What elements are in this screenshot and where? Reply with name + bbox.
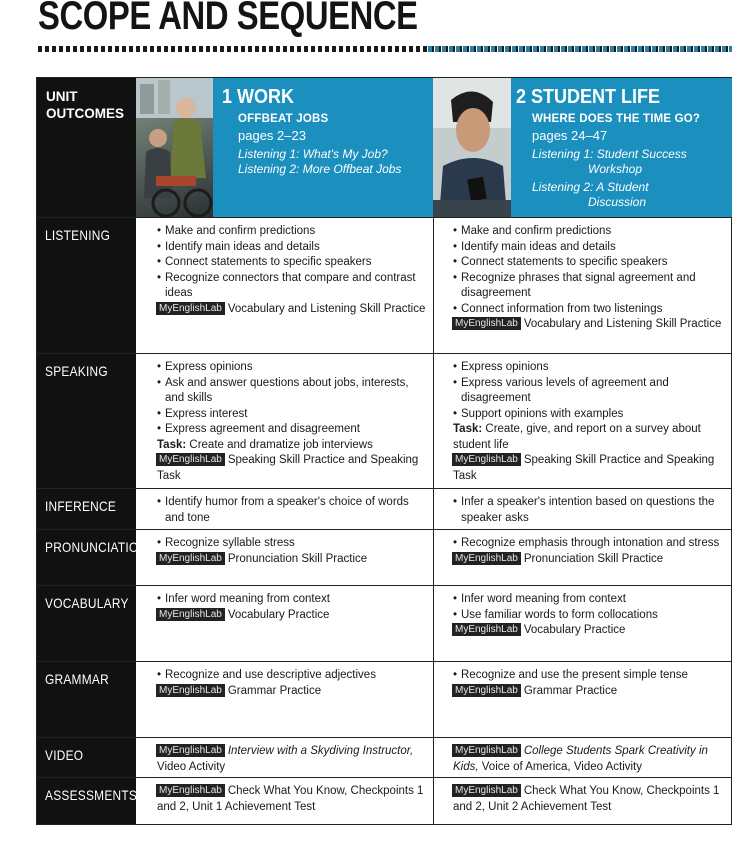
cell-grammar-unit-1 [157, 668, 429, 699]
myenglishlab-badge: MyEnglishLab [156, 302, 225, 315]
list-item: • Infer word meaning from context [453, 592, 729, 608]
unit-1-title: 1 WORK [222, 86, 294, 108]
row-label-vocabulary: VOCABULARY [45, 595, 129, 611]
myenglishlab-badge: MyEnglishLab [156, 744, 225, 757]
page-title: SCOPE AND SEQUENCE [38, 0, 418, 38]
row-label-speaking: SPEAKING [45, 363, 108, 379]
unit-1-listening-2: Listening 2: More Offbeat Jobs [238, 162, 402, 176]
mel-activity: Vocabulary and Listening Skill Practice [523, 318, 722, 330]
row-grammar [37, 661, 731, 737]
header-row [37, 78, 731, 217]
myenglishlab-badge: MyEnglishLab [452, 453, 521, 466]
unit-outcomes-heading: UNIT OUTCOMES [46, 89, 125, 121]
row-label-assessments: ASSESSMENTS [45, 787, 138, 803]
unit-2-header [433, 78, 732, 217]
task-text: Create, give, and report on a survey about student life [453, 423, 701, 451]
row-listening [37, 217, 731, 353]
row-speaking [37, 353, 731, 488]
video-title: Interview with a Skydiving Instructor, [227, 745, 414, 757]
unit-2-listening-1-cont: Workshop [588, 162, 643, 176]
unit-1-listening-1: Listening 1: What's My Job? [238, 147, 388, 161]
list-item: • Recognize phrases that signal agreement and disagreement [453, 271, 729, 302]
list-item: • Express various levels of agreement and disagreement [453, 376, 729, 407]
unit-2-pages: pages 24–47 [532, 128, 608, 143]
mel-activity: Check What You Know, Checkpoints 1 and 2, Unit 1 Achievement Test [157, 785, 424, 813]
unit-1-header [136, 78, 433, 217]
cell-vocabulary-unit-1 [157, 592, 429, 623]
unit-2-photo [433, 78, 511, 217]
list-item: • Express opinions [157, 360, 429, 376]
task-label: Task: [157, 438, 187, 451]
task-label: Task: [453, 423, 483, 435]
list-item: • Express opinions [453, 360, 729, 376]
cell-inference-unit-1 [157, 495, 429, 526]
cell-vocabulary-unit-2 [453, 592, 729, 639]
mel-activity: Video Activity [157, 760, 226, 773]
mel-activity: Voice of America, Video Activity [478, 760, 643, 773]
cell-video-unit-2 [453, 744, 729, 775]
list-item: • Identify main ideas and details [157, 240, 429, 256]
myenglishlab-badge: MyEnglishLab [156, 453, 225, 466]
row-vocabulary [37, 585, 731, 661]
row-video [37, 737, 731, 777]
cell-listening-unit-1 [157, 224, 429, 317]
list-item: • Identify humor from a speaker's choice of words and tone [157, 495, 429, 526]
myenglishlab-badge: MyEnglishLab [452, 623, 521, 636]
mel-activity: Pronunciation Skill Practice [523, 552, 664, 565]
list-item: • Infer word meaning from context [157, 592, 429, 608]
mel-activity: Speaking Skill Practice and Speaking Task [453, 454, 715, 482]
mel-activity: Check What You Know, Checkpoints 1 and 2, Unit 2 Achievement Test [453, 785, 720, 813]
row-assessments [37, 777, 731, 826]
myenglishlab-badge: MyEnglishLab [452, 744, 521, 757]
myenglishlab-badge: MyEnglishLab [452, 317, 521, 330]
mel-activity: Vocabulary Practice [523, 624, 626, 636]
myenglishlab-badge: MyEnglishLab [156, 608, 225, 621]
mel-activity: Grammar Practice [523, 684, 618, 697]
row-label-listening: LISTENING [45, 227, 111, 243]
myenglishlab-badge: MyEnglishLab [452, 552, 521, 565]
list-item: • Connect information from two listenings [453, 302, 729, 318]
unit-2-title: 2 STUDENT LIFE [516, 86, 661, 108]
cell-inference-unit-2 [453, 495, 729, 526]
list-item: • Support opinions with examples [453, 407, 729, 423]
unit-2-listening-1: Listening 1: Student Success [532, 147, 687, 161]
row-label-video: VIDEO [45, 747, 84, 763]
row-label-inference: INFERENCE [45, 498, 117, 514]
list-item: • Make and confirm predictions [157, 224, 429, 240]
cell-listening-unit-2 [453, 224, 729, 333]
unit-1-subtitle: OFFBEAT JOBS [238, 113, 329, 125]
myenglishlab-badge: MyEnglishLab [156, 684, 225, 697]
row-label-pronunciation: PRONUNCIATION [45, 539, 148, 555]
mel-activity: Vocabulary and Listening Skill Practice [227, 302, 426, 315]
unit-2-listening-2-cont: Discussion [588, 195, 647, 209]
list-item: • Identify main ideas and details [453, 240, 729, 256]
cell-grammar-unit-2 [453, 668, 729, 699]
list-item: • Use familiar words to form collocations [453, 608, 729, 624]
task-text: Create and dramatize job interviews [189, 438, 373, 451]
cell-pronunciation-unit-2 [453, 536, 729, 567]
row-inference [37, 488, 731, 529]
row-label-grammar: GRAMMAR [45, 671, 109, 687]
list-item: • Connect statements to specific speakers [453, 255, 729, 271]
unit-2-subtitle: WHERE DOES THE TIME GO? [532, 113, 701, 125]
list-item: • Infer a speaker's intention based on questions the speaker asks [453, 495, 729, 526]
list-item: • Ask and answer questions about jobs, interests, and skills [157, 376, 429, 407]
unit-1-pages: pages 2–23 [238, 128, 306, 143]
list-item: • Recognize emphasis through intonation and stress [453, 536, 729, 552]
list-item: • Make and confirm predictions [453, 224, 729, 240]
scope-sequence-table [36, 77, 732, 825]
video-title: College Students Spark Creativity in Kids, [453, 745, 708, 773]
mel-activity: Pronunciation Skill Practice [227, 552, 368, 565]
unit-1-photo [136, 78, 213, 217]
cell-assessments-unit-1 [157, 784, 429, 815]
myenglishlab-badge: MyEnglishLab [452, 684, 521, 697]
cell-pronunciation-unit-1 [157, 536, 429, 567]
list-item: • Recognize and use the present simple tense [453, 668, 729, 684]
mel-activity: Grammar Practice [227, 684, 322, 697]
cell-assessments-unit-2 [453, 784, 729, 815]
mel-activity: Speaking Skill Practice and Speaking Task [157, 454, 419, 482]
list-item: • Express agreement and disagreement [157, 422, 429, 438]
title-dotted-rule [38, 46, 732, 52]
cell-speaking-unit-2 [453, 360, 729, 484]
myenglishlab-badge: MyEnglishLab [156, 552, 225, 565]
list-item: • Express interest [157, 407, 429, 423]
list-item: • Recognize and use descriptive adjectives [157, 668, 429, 684]
cell-speaking-unit-1 [157, 360, 429, 484]
cell-video-unit-1 [157, 744, 429, 775]
list-item: • Connect statements to specific speakers [157, 255, 429, 271]
unit-2-listening-2: Listening 2: A Student [532, 180, 649, 194]
mel-activity: Vocabulary Practice [227, 608, 330, 621]
list-item: • Recognize connectors that compare and contrast ideas [157, 271, 429, 302]
list-item: • Recognize syllable stress [157, 536, 429, 552]
myenglishlab-badge: MyEnglishLab [452, 784, 521, 797]
row-pronunciation [37, 529, 731, 585]
myenglishlab-badge: MyEnglishLab [156, 784, 225, 797]
